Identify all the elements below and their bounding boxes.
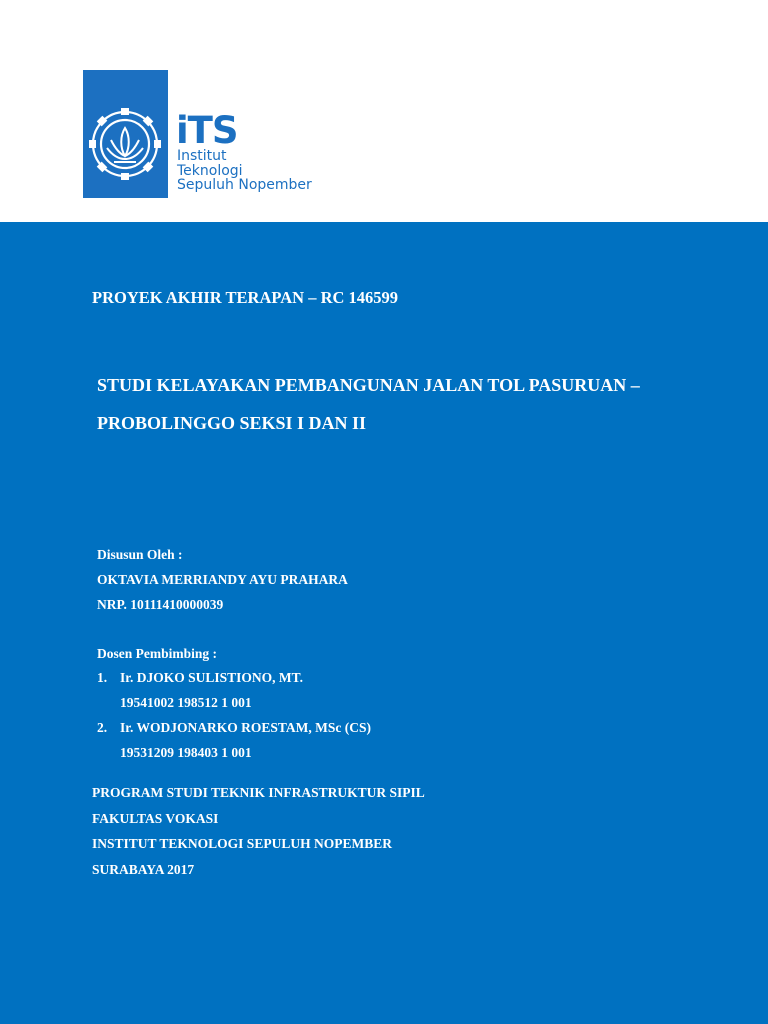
title-line-1: STUDI KELAYAKAN PEMBANGUNAN JALAN TOL PASURUAN – [97, 375, 640, 395]
cover-panel [0, 222, 768, 1024]
author-nrp: NRP. 10111410000039 [97, 597, 224, 612]
faculty: FAKULTAS VOKASI [92, 811, 219, 826]
author-name: OKTAVIA MERRIANDY AYU PRAHARA [97, 572, 348, 587]
city-year: SURABAYA 2017 [92, 862, 195, 877]
project-code: PROYEK AKHIR TERAPAN – RC 146599 [92, 288, 399, 307]
institute: INSTITUT TEKNOLOGI SEPULUH NOPEMBER [92, 836, 392, 851]
supervisor-1-id: 19541002 198512 1 001 [120, 695, 252, 710]
study-program: PROGRAM STUDI TEKNIK INFRASTRUKTUR SIPIL [92, 785, 425, 800]
supervisor-2-number: 2. [97, 720, 108, 735]
supervisor-2-name: Ir. WODJONARKO ROESTAM, MSc (CS) [120, 720, 372, 735]
supervisor-1-name: Ir. DJOKO SULISTIONO, MT. [120, 670, 304, 685]
title-line-2: PROBOLINGGO SEKSI I DAN II [97, 413, 367, 433]
logo-brand: iTS [176, 109, 238, 152]
author-label: Disusun Oleh : [97, 547, 183, 562]
its-emblem-icon [87, 106, 163, 182]
supervisors-label: Dosen Pembimbing : [97, 646, 218, 661]
header [0, 0, 768, 222]
logo-line-3: Sepuluh Nopember [177, 177, 312, 193]
supervisor-1-number: 1. [97, 670, 108, 685]
logo-line-1: Institut [177, 148, 227, 164]
supervisor-2-id: 19531209 198403 1 001 [120, 745, 252, 760]
its-logo-block [83, 70, 168, 198]
logo-line-2: Teknologi [177, 163, 243, 179]
